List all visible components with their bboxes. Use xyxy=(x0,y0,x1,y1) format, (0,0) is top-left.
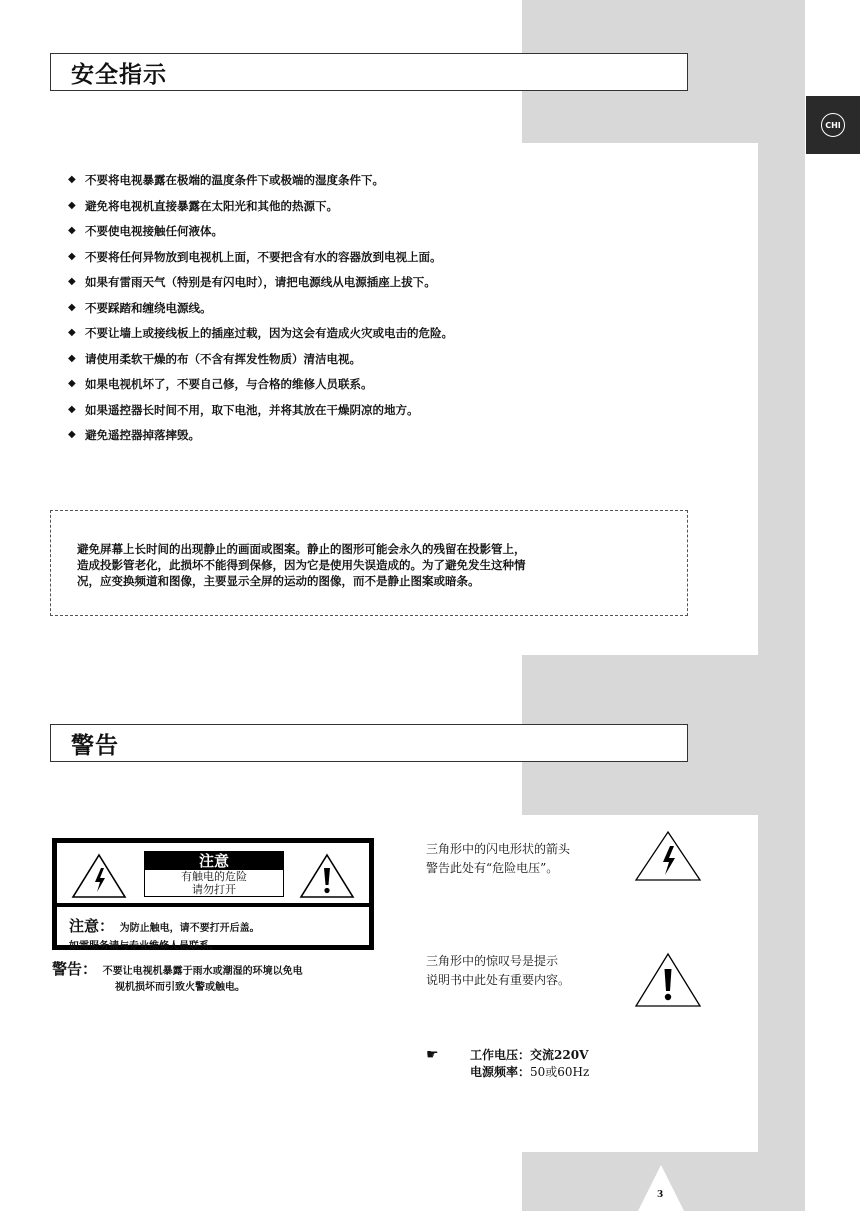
caution-bottom-panel xyxy=(69,915,260,952)
freq-label: 电源频率： xyxy=(470,1065,531,1079)
notice-line: 避免屏幕上长时间的出现静止的画面或图案。静止的图形可能会永久的残留在投影管上， xyxy=(77,542,526,556)
caution-label xyxy=(144,851,284,897)
warning-head: 警告： xyxy=(52,960,98,978)
diamond-bullet-icon: ◆ xyxy=(68,378,76,389)
diamond-bullet-icon: ◆ xyxy=(68,174,76,185)
diamond-bullet-icon: ◆ xyxy=(68,352,76,364)
exclamation-symbol-icon xyxy=(634,952,702,1008)
list-item: ◆ 请使用柔软干燥的布（不含有挥发性物质）清洁电视。 xyxy=(68,351,361,366)
list-item: ◆ 不要使电视接触任何液体。 xyxy=(68,224,223,238)
exclamation-triangle-icon xyxy=(299,853,355,899)
caution-label-line2: 请勿打开 xyxy=(192,883,236,896)
list-item: ◆ 如果遥控器长时间不用，取下电池，并将其放在干燥阴凉的地方。 xyxy=(68,402,419,417)
language-tab[interactable] xyxy=(806,96,860,154)
list-item: ◆ 避免遥控器掉落摔毁。 xyxy=(68,428,200,442)
diamond-bullet-icon: ◆ xyxy=(68,301,76,313)
diamond-bullet-icon: ◆ xyxy=(68,327,76,338)
warning-line2: 视机损坏而引致火警或触电。 xyxy=(115,982,245,993)
caution-top-panel xyxy=(57,843,369,907)
freq-value: 50或60Hz xyxy=(530,1065,590,1079)
power-label: 工作电压： xyxy=(470,1048,531,1062)
grey-band-right xyxy=(758,0,805,1211)
lightning-symbol-icon xyxy=(634,830,702,882)
list-item: ◆ 不要踩踏和缠绕电源线。 xyxy=(68,300,212,315)
diamond-bullet-icon: ◆ xyxy=(68,199,76,211)
page-triangle-icon xyxy=(638,1165,684,1211)
caution-label-line1: 有触电的危险 xyxy=(181,870,247,883)
diamond-bullet-icon: ◆ xyxy=(68,403,76,415)
notice-line: 造成投影管老化，此损坏不能得到保修，因为它是使用失误造成的。为了避免发生这种情 xyxy=(77,558,526,572)
list-item: ◆ 不要将任何异物放到电视机上面，不要把含有水的容器放到电视上面。 xyxy=(68,249,442,264)
diamond-bullet-icon: ◆ xyxy=(68,250,76,262)
warning-text: 不要让电视机暴露于雨水或潮湿的环境以免电 xyxy=(102,966,303,977)
page-number: 3 xyxy=(657,1190,664,1200)
warning-line xyxy=(52,958,303,979)
notice-line: 况，应变换频道和图像，主要显示全屏的运动的图像，而不是静止图案或暗条。 xyxy=(77,574,480,588)
list-item: ◆ 避免将电视机直接暴露在太阳光和其他的热源下。 xyxy=(68,198,338,213)
caution-bottom-head: 注意： xyxy=(69,917,115,935)
safety-title: 安全指示 xyxy=(50,53,688,91)
caution-bottom-line2: 如需服务请与专业维修人员联系。 xyxy=(69,941,219,952)
warning-title: 警告 xyxy=(50,724,688,762)
caution-label-box xyxy=(52,838,374,950)
list-item: ◆ 不要将电视暴露在极端的温度条件下或极端的湿度条件下。 xyxy=(68,173,384,187)
diamond-bullet-icon: ◆ xyxy=(68,429,76,440)
power-spec xyxy=(426,1047,589,1081)
power-value: 交流220V xyxy=(530,1048,589,1062)
lightning-triangle-icon xyxy=(71,853,127,899)
exclamation-explanation: 三角形中的惊叹号是提示 说明书中此处有重要内容。 xyxy=(426,954,571,987)
safety-list xyxy=(68,172,453,453)
caution-bottom-text: 为防止触电，请不要打开后盖。 xyxy=(119,923,260,934)
lightning-explanation: 三角形中的闪电形状的箭头 警告此处有“危险电压”。 xyxy=(426,842,571,875)
pointing-hand-icon: ☛ xyxy=(426,1047,439,1063)
list-item: ◆ 如果有雷雨天气（特别是有闪电时），请把电源线从电源插座上拔下。 xyxy=(68,275,436,289)
language-badge: CHI xyxy=(821,113,845,137)
diamond-bullet-icon: ◆ xyxy=(68,276,76,287)
caution-label-head: 注意 xyxy=(145,852,283,870)
list-item: ◆ 不要让墙上或接线板上的插座过载，因为这会有造成火灾或电击的危险。 xyxy=(68,326,453,340)
diamond-bullet-icon: ◆ xyxy=(68,225,76,236)
list-item: ◆ 如果电视机坏了，不要自己修，与合格的维修人员联系。 xyxy=(68,377,373,391)
static-image-notice xyxy=(50,510,688,616)
